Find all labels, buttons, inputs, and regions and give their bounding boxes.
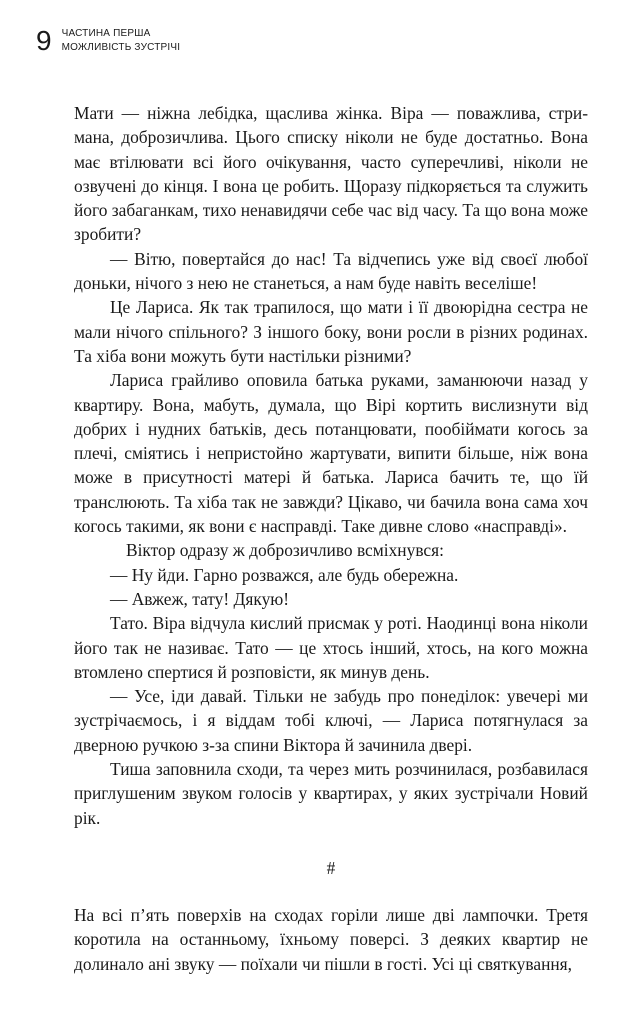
dialogue-paragraph: — Вітю, повертайся до нас! Та відчепись уже від своєї любої доньки, нічого з нею не станеться, а нам буде навіть веселіше!: [74, 248, 588, 294]
body-text-continued: [74, 903, 588, 976]
paragraph: На всі п’ять поверхів на сходах горіли лише дві лампочки. Третя коротила на останньому, їхньому поверсі. З деяких квартир не долинало ані звуку — поїхали чи пішли в гості. Усі ці святкування,: [74, 905, 588, 974]
chapter-title: МОЖЛИВІСТЬ ЗУСТРІЧІ: [61, 42, 181, 53]
section-separator: #: [326, 858, 336, 878]
paragraph: Віктор одразу ж доброзичливо всміхнувся:: [126, 540, 444, 561]
page-number: 9: [36, 25, 52, 56]
running-head: [62, 24, 181, 55]
dialogue-paragraph: — Авжеж, тату! Дякую!: [110, 588, 290, 609]
dialogue-paragraph: — Усе, іди давай. Тільки не забудь про понеділок: увечері ми зустрічаємось, і я віддам тобі ключі, — Лариса потягнулася за дверною ручкою з-за спини Віктора й зачинила двері.: [74, 686, 588, 755]
paragraph: Лариса грайливо оповила батька руками, заманюючи назад у квартиру. Вона, мабуть, думала, що Вірі кортить вислизнути від добрих і нудних батьків, десь потанцювати, пообіймати когось за плечі, сміятись і непристойно жартувати, випити більше, ніж вона може в присутності матері й батька. Лариса бачить те, що їй транслюють. Та хіба так не завжди? Цікаво, чи бачила вона сама хоч когось такими, як вони є насправді. Таке дивне слово «насправді».: [74, 370, 588, 537]
paragraph: Тато. Віра відчула кислий присмак у роті. Наодинці вона ніколи його так не називає. Тато — це хтось інший, хтось, на кого можна втомлено спертися й розповісти, як минув день.: [74, 613, 588, 682]
paragraph: Це Лариса. Як так трапилося, що мати і її двоюрідна сестра не мали нічого спільного? З іншого боку, вони росли в різних родинах. Та хіба вони можуть бути настільки різними?: [74, 297, 588, 366]
dialogue-paragraph: — Ну йди. Гарно розважся, але будь обережна.: [110, 564, 459, 585]
paragraph: Тиша заповнила сходи, та через мить розчинилася, розбавилася приглушеним звуком голосів у квартирах, у яких зустрічали Новий рік.: [74, 759, 588, 828]
paragraph: Мати — ніжна лебідка, щаслива жінка. Віра — поважлива, стримана, доброзичлива. Цього списку ніколи не буде достатньо. Вона має втілювати всі його очікування, часто суперечливі, ніколи не озвучені до кінця. І вона це робить. Щоразу підкоряється та служить його забаганкам, тихо ненавидячи себе час від часу. Та що вона може зробити?: [74, 103, 588, 245]
part-label: ЧАСТИНА ПЕРША: [61, 28, 151, 39]
body-text: [74, 101, 588, 830]
page-header: [36, 24, 180, 56]
